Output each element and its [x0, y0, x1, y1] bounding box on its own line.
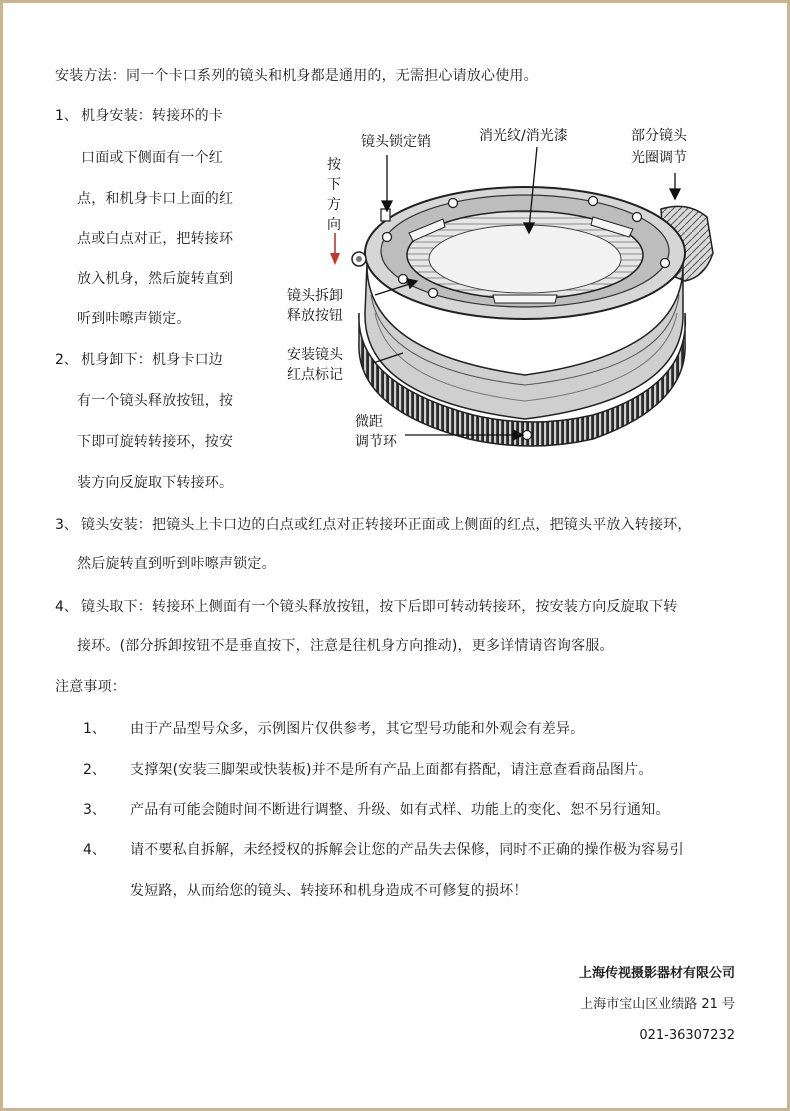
note-number: 2、 — [83, 762, 106, 778]
note-number: 3、 — [83, 802, 106, 818]
step3-line: 镜头安装：把镜头上卡口边的白点或红点对正转接环正面或上侧面的红点，把镜头平放入转接环， — [81, 517, 692, 533]
step2-number: 2、 — [55, 352, 78, 368]
company-name: 上海传视摄影器材有限公司 — [578, 966, 735, 981]
step1-line: 点，和机身卡口上面的红 — [77, 191, 234, 207]
label-release-2: 释放按钮 — [287, 308, 343, 324]
label-aperture-2: 光圈调节 — [631, 150, 687, 166]
label-micro-2: 调节环 — [355, 434, 397, 450]
label-press-dir: 向 — [327, 217, 341, 233]
note-line: 产品有可能会随时间不断进行调整、升级、如有式样、功能上的变化、恕不另行通知。 — [130, 802, 670, 818]
note-line: 支撑架(安装三脚架或快装板)并不是所有产品上面都有搭配，请注意查看商品图片。 — [130, 762, 653, 778]
step1-line: 口面或下侧面有一个红 — [81, 150, 223, 166]
step4-line: 接环。(部分拆卸按钮不是垂直按下，注意是往机身方向推动)，更多详情请咨询客服。 — [77, 638, 614, 654]
step1-line: 听到咔嚓声锁定。 — [77, 311, 191, 327]
lock-pin — [381, 209, 390, 221]
label-press-dir: 方 — [327, 197, 341, 213]
step1-number: 1、 — [55, 108, 78, 124]
note-number: 1、 — [83, 721, 106, 737]
label-red-mark-2: 红点标记 — [287, 367, 343, 383]
note-line: 发短路，从而给您的镜头、转接环和机身造成不可修复的损坏！ — [130, 883, 528, 899]
step3-number: 3、 — [55, 517, 78, 533]
label-release-1: 镜头拆卸 — [287, 288, 343, 304]
label-press-dir: 按 — [327, 157, 341, 173]
step4-line: 镜头取下：转接环上侧面有一个镜头释放按钮，按下后即可转动转接环，按安装方向反旋取下转 — [81, 599, 678, 615]
step3-line: 然后旋转直到听到咔嚓声锁定。 — [77, 556, 276, 572]
label-aperture-1: 部分镜头 — [631, 128, 687, 144]
step1-line: 机身安装：转接环的卡 — [81, 108, 223, 124]
step1-line: 点或白点对正，把转接环 — [77, 231, 234, 247]
company-phone: 021-36307232 — [639, 1028, 735, 1043]
label-lock-pin: 镜头锁定销 — [361, 134, 431, 150]
step2-line: 装方向反旋取下转接环。 — [77, 475, 234, 491]
label-matte: 消光纹/消光漆 — [479, 128, 568, 144]
label-micro-1: 微距 — [355, 414, 383, 430]
intro-text: 安装方法：同一个卡口系列的镜头和机身都是通用的，无需担心请放心使用。 — [55, 68, 538, 84]
label-press-dir: 下 — [327, 177, 341, 193]
step4-number: 4、 — [55, 599, 78, 615]
notes-title: 注意事项： — [55, 679, 126, 695]
step1-line: 放入机身，然后旋转直到 — [77, 271, 234, 287]
label-red-mark-1: 安装镜头 — [287, 347, 343, 363]
step2-line: 有一个镜头释放按钮，按 — [77, 393, 234, 409]
note-number: 4、 — [83, 842, 106, 858]
press-arrow-head — [330, 253, 340, 265]
note-line: 由于产品型号众多，示例图片仅供参考，其它型号功能和外观会有差异。 — [130, 721, 585, 737]
company-address: 上海市宝山区业绩路 21 号 — [580, 997, 735, 1012]
step2-line: 下即可旋转转接环，按安 — [77, 434, 234, 450]
note-line: 请不要私自拆解，未经授权的拆解会让您的产品失去保修，同时不正确的操作极为容易引 — [130, 842, 684, 858]
release-button — [352, 252, 366, 266]
step2-line: 机身卸下：机身卡口边 — [81, 352, 223, 368]
